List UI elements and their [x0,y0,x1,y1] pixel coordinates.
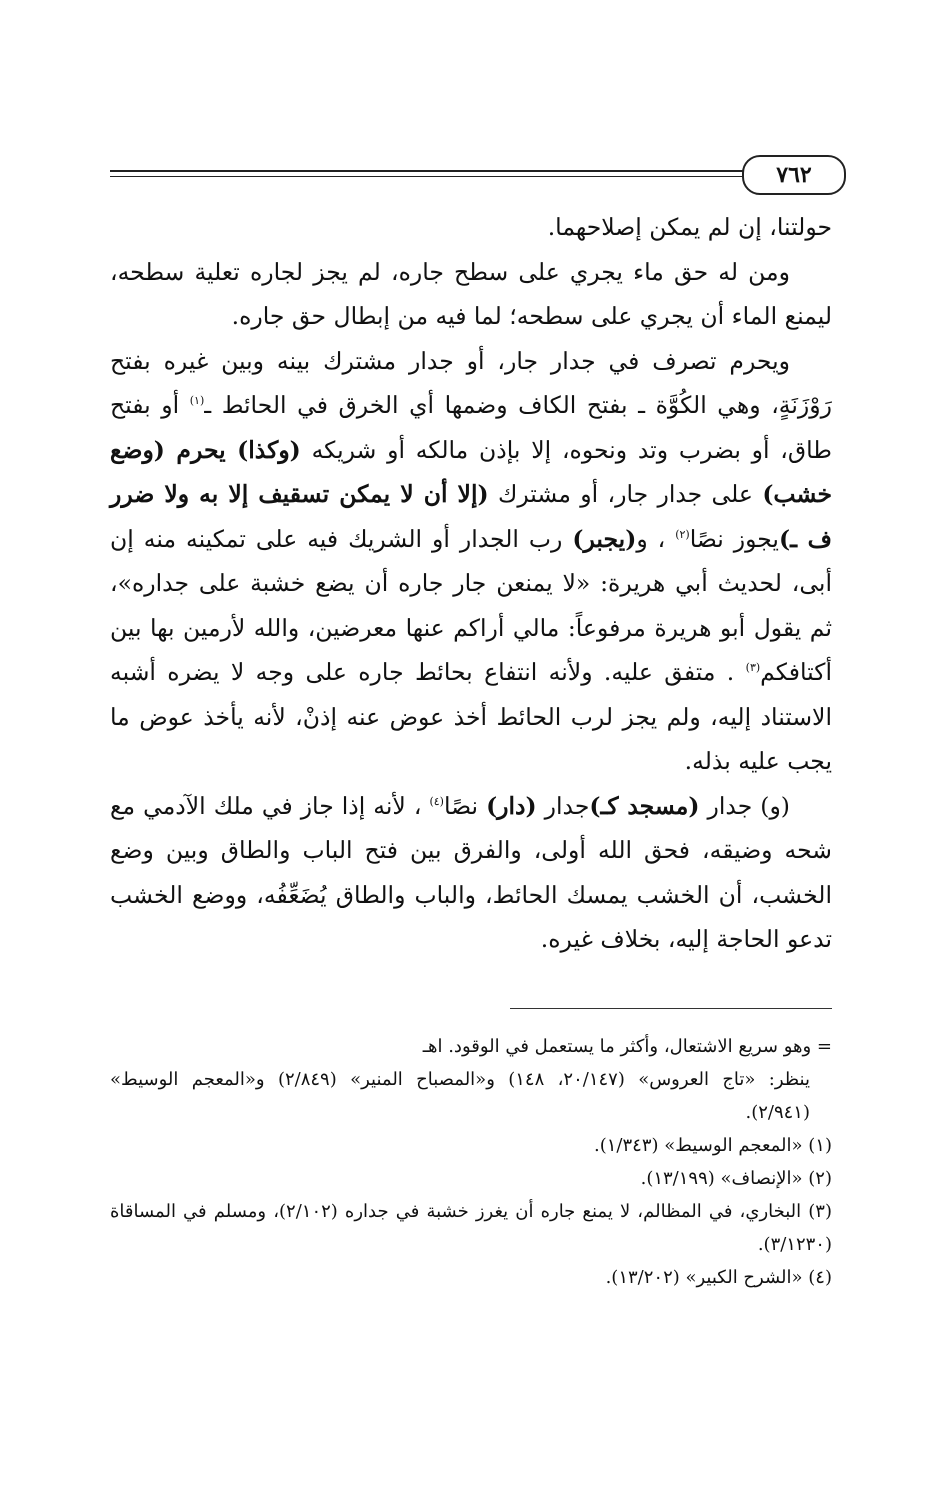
p3-bold-illa: (إلا أن لا يمكن تسقيف إلا به ولا ضرر ف ـ) [110,480,833,553]
p3-text-e: ، و [636,524,676,553]
paragraph-1 [110,205,832,250]
p4-text-b: جدار [536,791,590,820]
footnote-4: (٤) «الشرح الكبير» (١٣/٢٠٢). [605,1267,832,1288]
footnote-separator [510,1008,832,1009]
p3-text-g: . متفق عليه. ولأنه انتفاع بحائط جاره على وجه لا يضره أشبه الاستناد إليه، ولم يجز لرب الحائط أخذ عوض عنه إذنْ، لأنه يأخذ عوض ما يجب عليه بذله. [110,658,832,775]
footnote-3: (٣) البخاري، في المظالم، لا يمنع جاره أن يغرز خشبة في جداره (٢/١٠٢)، ومسلم في المساقاة (٣/١٢٣٠). [110,1201,832,1255]
paragraph-4 [110,784,832,962]
p4-bold-dar: (دار) [486,791,537,820]
p3-bold-yujbar: (يجبر) [572,524,637,553]
p3-text-d: يجوز نصًا [689,524,779,553]
footnote-continuation-ref: ينظر: «تاج العروس» (٢٠/١٤٧، ١٤٨) و«المصباح المنير» (٢/٨٤٩) و«المعجم الوسيط» (٢/٩٤١). [110,1069,810,1123]
paragraph-3 [110,339,832,784]
main-text [110,205,832,962]
footnote-continuation: = وهو سريع الاشتعال، وأكثر ما يستعمل في الوقود. اهـ [422,1036,832,1057]
footnote-ref-3: (٣) [745,661,761,675]
footnote-2: (٢) «الإنصاف» (١٣/١٩٩). [640,1168,832,1189]
p3-text-a: ويحرم تصرف في جدار جار، أو جدار مشترك بينه وبين غيره بفتح رَوْزَنَةٍ، وهي الكُوَّة ـ بفتح الكاف وضمها أي الخرق في الحائط ـ [110,346,832,419]
paragraph-2-text: ومن له حق ماء يجري على سطح جاره، لم يجز لجاره تعلية سطحه، ليمنع الماء أن يجري على سطحه؛ لما فيه من إبطال حق جاره. [110,257,832,330]
footnotes [110,1030,832,1294]
paragraph-1-text: حولتنا، إن لم يمكن إصلاحهما. [547,213,832,241]
footnote-ref-4: (٤) [429,794,444,808]
p3-bold-kadha: (وكذا) يحرم (وضع خشب) [110,435,832,508]
p3-text-b: أو بفتح طاق، أو بضرب وتد ونحوه، إلا بإذن مالكه أو شريكه [110,391,832,464]
footnote-ref-2: (٢) [675,527,690,541]
p4-text-d: ، لأنه إذا جاز في ملك الآدمي مع شحه وضيقه، فحق الله أولى، والفرق بين فتح الباب والطاق وبين وضع الخشب، أن الخشب يمسك الحائط، والباب والطاق يُضَعِّفُه، ووضع الخشب تدعو الحاجة إليه، بخلاف غيره. [110,791,832,953]
p4-bold-masjid: (مسجد كـ) [589,791,700,820]
header-rule [110,170,832,172]
footnote-ref-1: (١) [189,394,205,408]
footnote-1: (١) «المعجم الوسيط» (١/٣٤٣). [594,1135,832,1156]
p3-text-c: على جدار جار، أو مشترك [488,480,763,508]
p4-text-a: (و) جدار [699,791,790,820]
p3-text-f: رب الجدار أو الشريك فيه على تمكينه منه إن أبى، لحديث أبي هريرة: «لا يمنعن جار جاره أن يضع خشبة على جداره»، ثم يقول أبو هريرة مرفوعاً: مالي أراكم عنها معرضين، والله لأرمين بها بين أكتافكم [110,524,832,686]
p4-text-c: نصًا [443,791,487,820]
header-rule-thin [110,176,832,177]
paragraph-2 [110,250,832,339]
page-number: ٧٦٢ [742,155,846,195]
